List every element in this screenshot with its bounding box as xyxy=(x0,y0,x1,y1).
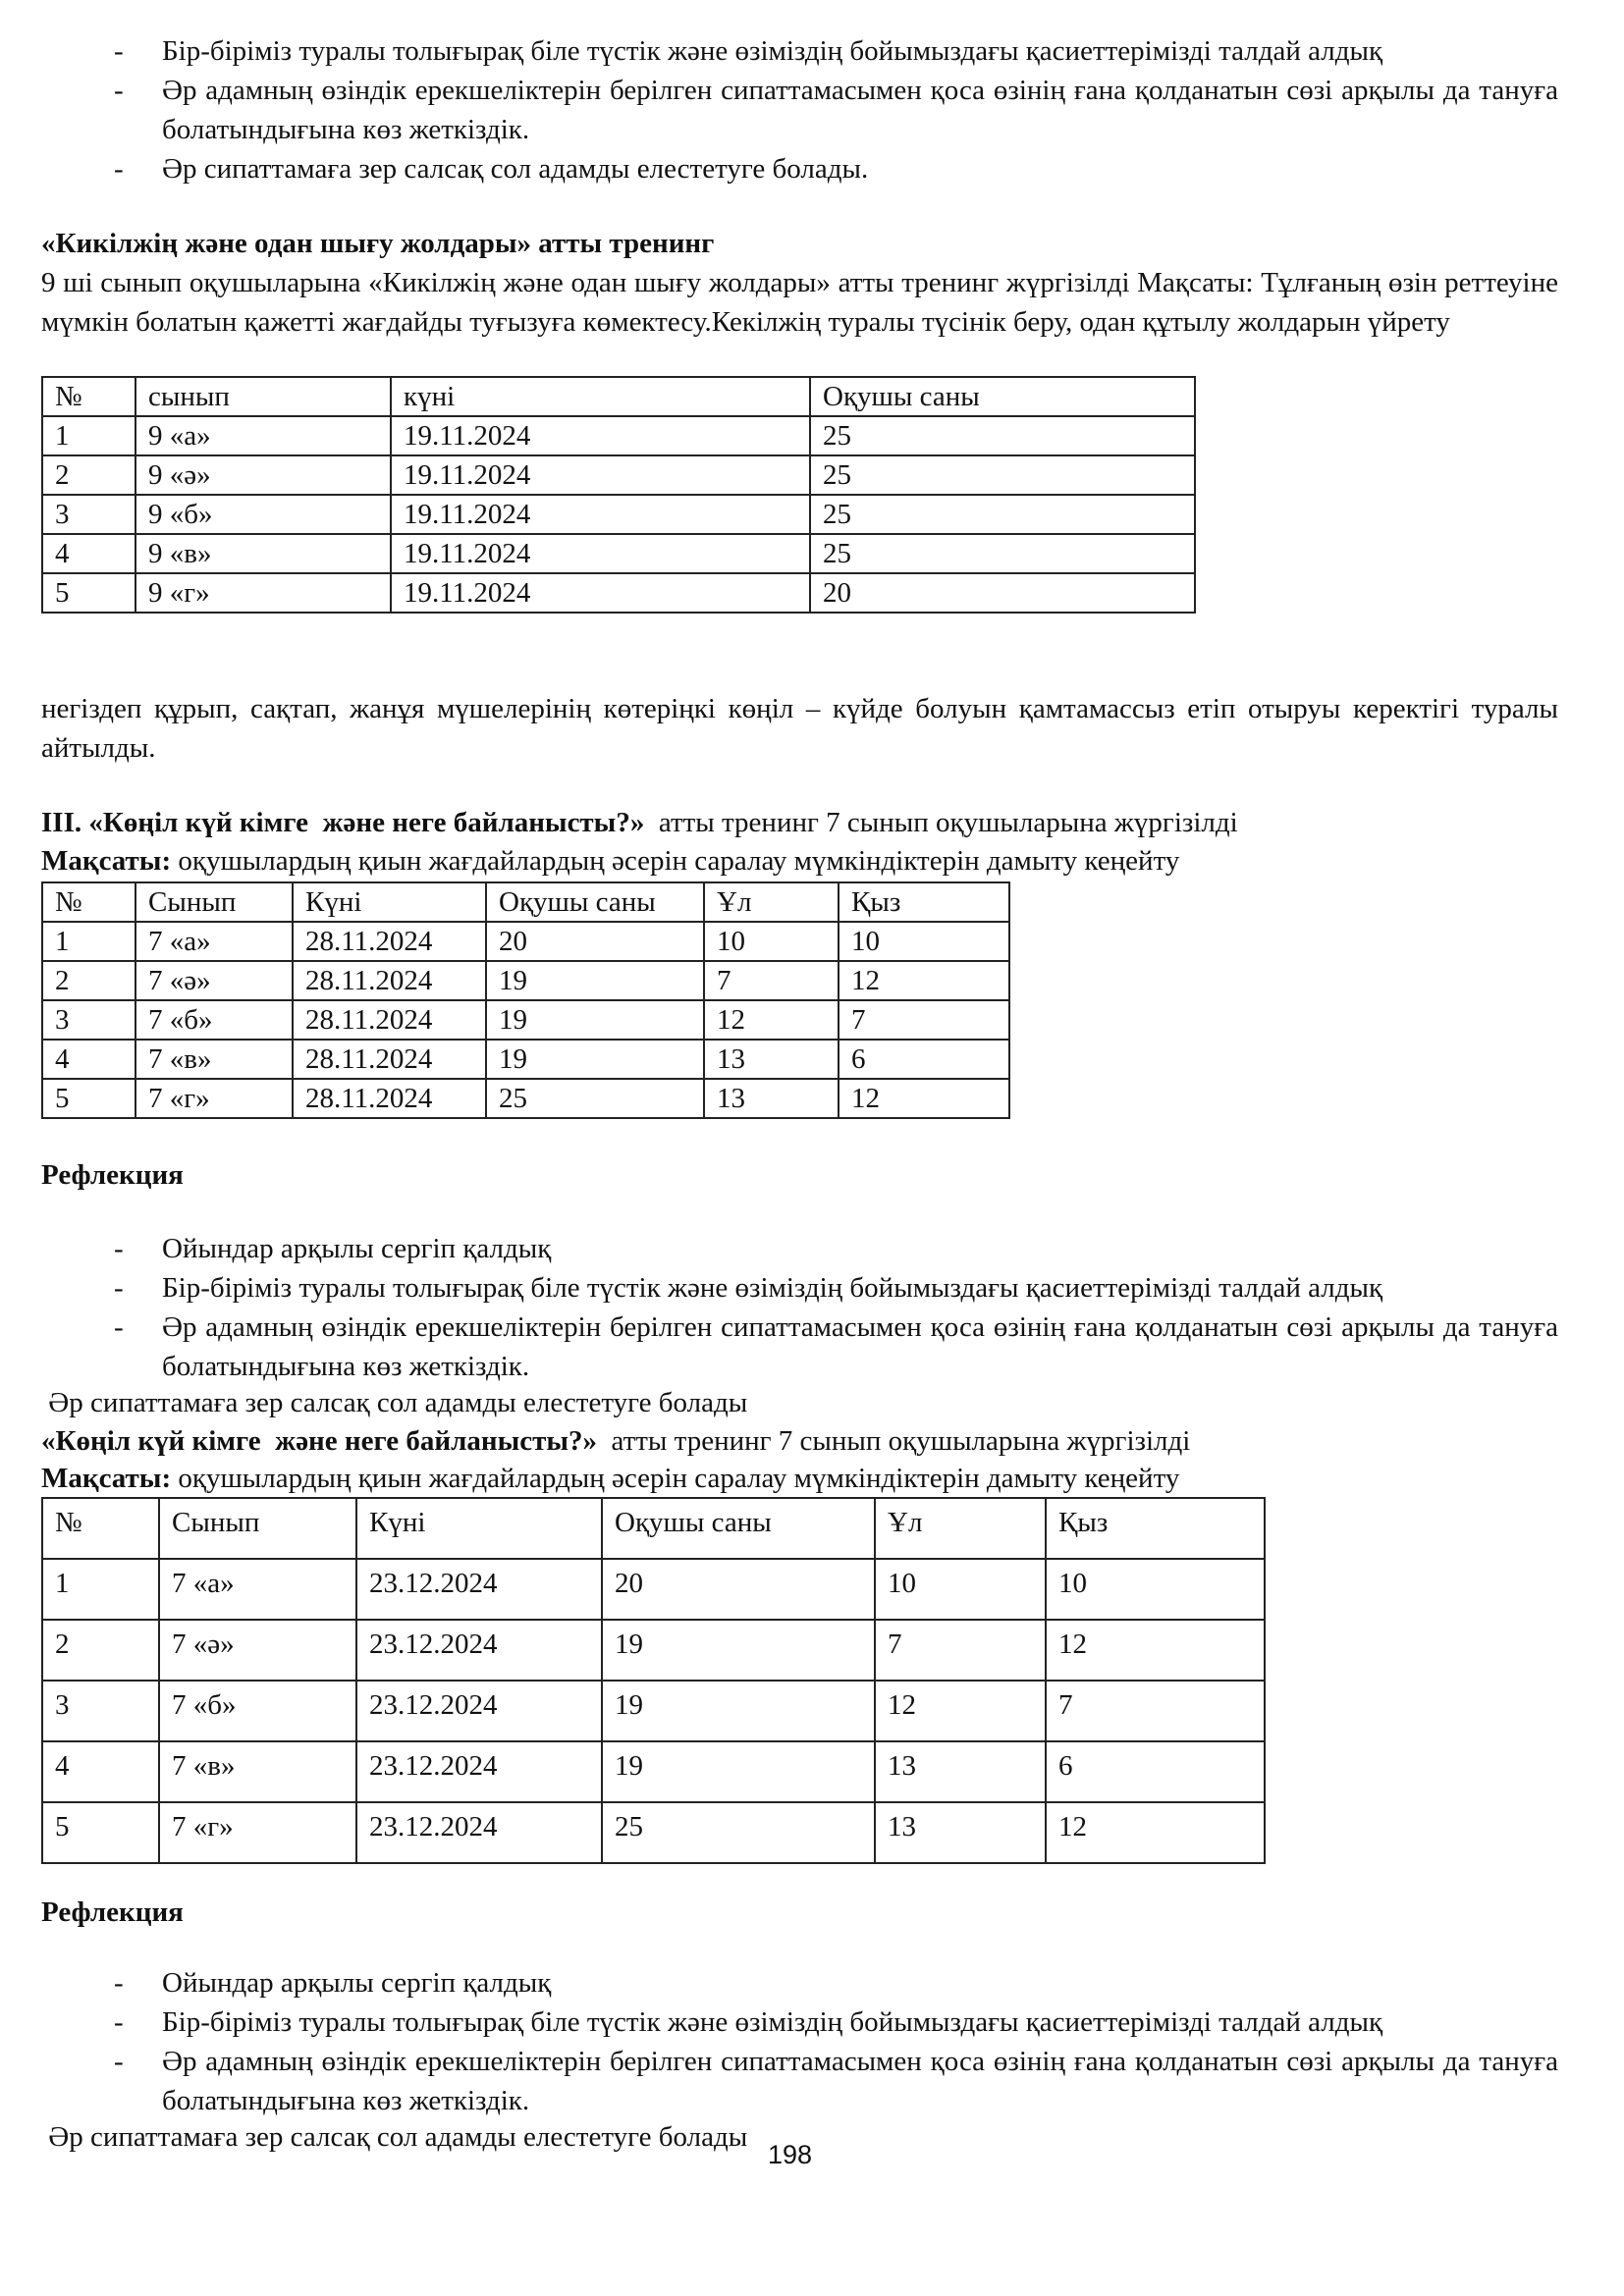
bullet-dash: - xyxy=(114,1311,124,1343)
list-item: - Әр адамның өзіндік ерекшеліктерін берілген сипаттамасымен қоса өзінің ғана қолданатын сөзі арқылы да тануға болатындығына көз жеткіздік. xyxy=(41,2042,1558,2120)
list-item: - Әр сипаттамаға зер салсақ сол адамды елестетуге болады. xyxy=(41,149,1558,188)
table-row: 5 7 «г» 28.11.2024 25 13 12 xyxy=(42,1079,1009,1118)
table-row: 4 7 «в» 28.11.2024 19 13 6 xyxy=(42,1040,1009,1079)
bullet-dash: - xyxy=(114,1233,124,1264)
section3-table xyxy=(41,1497,1266,1864)
table-row: 4 7 «в» 23.12.2024 19 13 6 xyxy=(42,1741,1265,1802)
table-header-row: № Сынып Күні Оқушы саны Ұл Қыз xyxy=(42,882,1009,922)
section3-reflection-title: Рефлекция xyxy=(41,1896,184,1928)
bullet-dash: - xyxy=(114,153,124,185)
list-item: - Ойындар арқылы сергіп қалдық xyxy=(41,1229,1558,1268)
section3-goal: Мақсаты: оқушылардың қиын жағдайлардың әсерін саралау мүмкіндіктерін дамыту кеңейту xyxy=(41,1463,1180,1494)
table-row: 1 7 «а» 28.11.2024 20 10 10 xyxy=(42,922,1009,961)
table-row: 4 9 «в» 19.11.2024 25 xyxy=(42,534,1195,573)
section2-title: III. «Көңіл күй кімге және неге байланысты?» атты тренинг 7 сынып оқушыларына жүргізілді xyxy=(41,807,1238,838)
table-header-row: № Сынып Күні Оқушы саны Ұл Қыз xyxy=(42,1498,1265,1559)
bullet-dash: - xyxy=(114,2046,124,2077)
section3-title: «Көңіл күй кімге және неге байланысты?» атты тренинг 7 сынып оқушыларына жүргізілді xyxy=(41,1425,1191,1457)
list-item: - Әр адамның өзіндік ерекшеліктерін берілген сипаттамасымен қоса өзінің ғана қолданатын сөзі арқылы да тануға болатындығына көз жеткіздік. xyxy=(41,1308,1558,1386)
bullet-dash: - xyxy=(114,75,124,106)
bullet-dash: - xyxy=(114,1272,124,1304)
section1-paragraph: 9 ші сынып оқушыларына «Кикілжің және одан шығу жолдары» атты тренинг жүргізілді Мақсаты: Тұлғаның өзін реттеуіне мүмкін болатын қажетті жағдайды туғызуға көмектесу.Кекілжің туралы түсінік беру, одан құтылу жолдарын үйрету xyxy=(41,267,1558,338)
list-item: - Бір-біріміз туралы толығырақ біле түстік және өзіміздің бойымыздағы қасиеттерімізді талдай алдық xyxy=(41,31,1558,71)
list-item: - Ойындар арқылы сергіп қалдық xyxy=(41,1963,1558,2002)
section2-table xyxy=(41,881,1010,1119)
top-bullet-list xyxy=(41,31,1558,188)
table-row: 2 9 «ә» 19.11.2024 25 xyxy=(42,455,1195,495)
table-row: 5 7 «г» 23.12.2024 25 13 12 xyxy=(42,1802,1265,1863)
list-item: - Әр адамның өзіндік ерекшеліктерін берілген сипаттамасымен қоса өзінің ғана қолданатын сөзі арқылы да тануға болатындығына көз жеткіздік. xyxy=(41,71,1558,149)
page-number: 198 xyxy=(768,2140,813,2169)
section1-after-text: негіздеп құрып, сақтап, жанұя мүшелерінің көтеріңкі көңіл – күйде болуын қамтамассыз етіп отыруы керектігі туралы айтылды. xyxy=(41,693,1558,764)
table-row: 3 9 «б» 19.11.2024 25 xyxy=(42,495,1195,534)
section3-closing: Әр сипаттамаға зер салсақ сол адамды елестетуге болады xyxy=(41,2121,748,2153)
section1-table xyxy=(41,376,1196,614)
bullet-dash: - xyxy=(114,35,124,67)
bullet-dash: - xyxy=(114,2006,124,2038)
table-row: 1 9 «а» 19.11.2024 25 xyxy=(42,416,1195,455)
table-row: 3 7 «б» 23.12.2024 19 12 7 xyxy=(42,1681,1265,1741)
table-row: 3 7 «б» 28.11.2024 19 12 7 xyxy=(42,1000,1009,1040)
table-header-row: № сынып күні Оқушы саны xyxy=(42,377,1195,416)
section1-title: «Кикілжің және одан шығу жолдары» атты тренинг xyxy=(41,228,715,259)
section2-reflection-list xyxy=(41,1229,1558,1386)
section2-closing: Әр сипаттамаға зер салсақ сол адамды елестетуге болады xyxy=(41,1387,748,1418)
section2-goal: Мақсаты: оқушылардың қиын жағдайлардың әсерін саралау мүмкіндіктерін дамыту кеңейту xyxy=(41,845,1180,877)
list-item: - Бір-біріміз туралы толығырақ біле түстік және өзіміздің бойымыздағы қасиеттерімізді талдай алдық xyxy=(41,2002,1558,2042)
list-item: - Бір-біріміз туралы толығырақ біле түстік және өзіміздің бойымыздағы қасиеттерімізді талдай алдық xyxy=(41,1268,1558,1308)
table-row: 1 7 «а» 23.12.2024 20 10 10 xyxy=(42,1559,1265,1620)
section2-reflection-title: Рефлекция xyxy=(41,1159,184,1191)
table-row: 2 7 «ә» 23.12.2024 19 7 12 xyxy=(42,1620,1265,1681)
table-row: 2 7 «ә» 28.11.2024 19 7 12 xyxy=(42,961,1009,1000)
section3-reflection-list xyxy=(41,1963,1558,2120)
table-row: 5 9 «г» 19.11.2024 20 xyxy=(42,573,1195,613)
bullet-dash: - xyxy=(114,1967,124,1999)
